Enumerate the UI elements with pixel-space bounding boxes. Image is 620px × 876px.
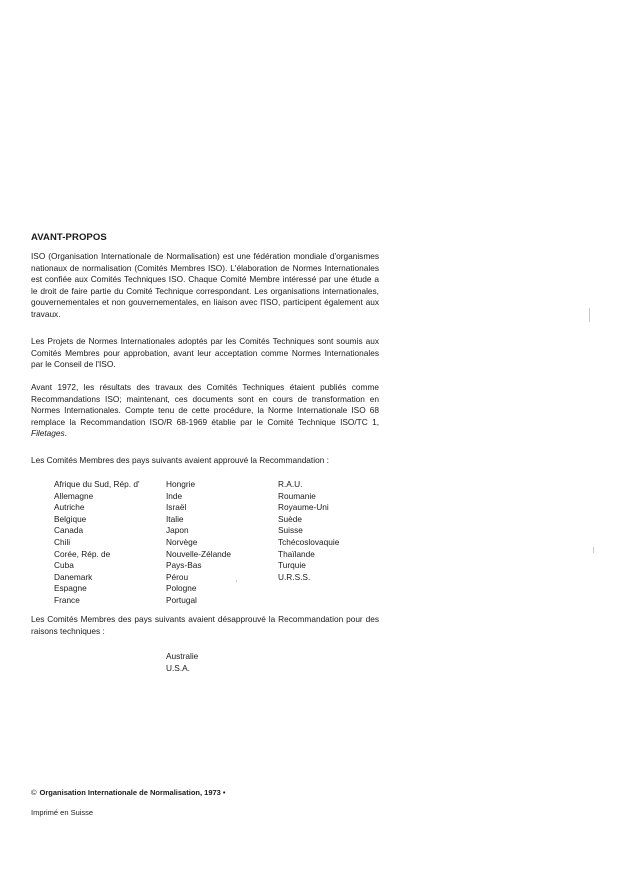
copyright-text: Organisation Internationale de Normalisation, 1973 • xyxy=(39,788,226,797)
disapproving-countries-list xyxy=(166,651,198,674)
country-item: Chili xyxy=(54,536,71,547)
printed-in-line: Imprimé en Suisse xyxy=(31,808,94,817)
country-item: Inde xyxy=(166,490,183,501)
country-item: France xyxy=(54,594,80,605)
country-item: Corée, Rép. de xyxy=(54,548,111,559)
scan-speck xyxy=(589,308,590,322)
country-item: Roumanie xyxy=(278,490,316,501)
approving-countries-column-1 xyxy=(54,479,140,607)
scan-speck xyxy=(593,547,594,553)
country-item: Pays-Bas xyxy=(166,560,202,571)
intro-paragraph: ISO (Organisation Internationale de Normalisation) est une fédération mondiale d'organismes nationaux de normalisation (Comités Membres ISO). L'élaboration de Normes Internationales est confiée aux Comités Techniques ISO. Chaque Comité Membre intéressé par une étude a le droit de faire partie du Comité Technique correspondant. Les organisations internationales, gouvernementales et non gouvernementales, en liaison avec l'ISO, participent également aux travaux. xyxy=(31,251,379,319)
disapproval-paragraph: Les Comités Membres des pays suivants avaient désapprouvé la Recommandation pour des raisons techniques : xyxy=(31,614,379,636)
country-item: Autriche xyxy=(54,502,85,513)
country-item: U.R.S.S. xyxy=(278,571,311,582)
country-item: Thaïlande xyxy=(278,548,315,559)
country-item: Espagne xyxy=(54,583,87,594)
country-item: Japon xyxy=(166,525,189,536)
history-end: . xyxy=(64,428,67,439)
country-item: Suisse xyxy=(278,525,303,536)
country-item: Suède xyxy=(278,513,302,524)
country-item: Danemark xyxy=(54,571,93,582)
scan-speck xyxy=(236,580,237,582)
country-item: Italie xyxy=(166,513,184,524)
copyright-line xyxy=(31,788,226,797)
approving-countries-column-2 xyxy=(166,479,231,607)
country-item: Portugal xyxy=(166,594,197,605)
country-item: Norvège xyxy=(166,536,198,547)
country-item: R.A.U. xyxy=(278,479,303,489)
country-item: Cuba xyxy=(54,560,74,571)
country-item: Australie xyxy=(166,651,199,661)
copyright-icon: © xyxy=(31,788,37,797)
history-paragraph xyxy=(31,382,379,440)
country-item: Afrique du Sud, Rép. d' xyxy=(54,479,140,489)
country-item: Pérou xyxy=(166,571,189,582)
country-item: Belgique xyxy=(54,513,87,524)
country-item: Allemagne xyxy=(54,490,94,501)
projects-paragraph: Les Projets de Normes Internationales adoptés par les Comités Techniques sont soumis aux Comités Membres pour approbation, avant leur acceptation comme Normes Internationales par le Conseil de l'ISO. xyxy=(31,336,379,370)
country-item: Israël xyxy=(166,502,187,513)
country-item: Turquie xyxy=(278,560,306,571)
country-item: Pologne xyxy=(166,583,197,594)
country-item: Tchécoslovaquie xyxy=(278,536,340,547)
approving-countries-column-3 xyxy=(278,479,339,583)
country-item: Nouvelle-Zélande xyxy=(166,548,232,559)
history-text: Avant 1972, les résultats des travaux des Comités Techniques étaient publiés comme Recommandations ISO; maintenant, ces documents sont en cours de transformation en Normes Internationales. Compte tenu de cette procédure, la Norme Internationale ISO 68 remplace la Recommandation ISO/R 68-1969 établie par le Comité Technique ISO/TC 1, xyxy=(31,382,379,427)
country-item: Hongrie xyxy=(166,479,196,489)
section-heading: AVANT-PROPOS xyxy=(31,232,107,243)
approval-paragraph: Les Comités Membres des pays suivants avaient approuvé la Recommandation : xyxy=(31,455,329,465)
country-item: Canada xyxy=(54,525,84,536)
history-italic-title: Filetages xyxy=(31,428,65,439)
country-item: Royaume-Uni xyxy=(278,502,329,513)
country-item: U.S.A. xyxy=(166,662,190,673)
